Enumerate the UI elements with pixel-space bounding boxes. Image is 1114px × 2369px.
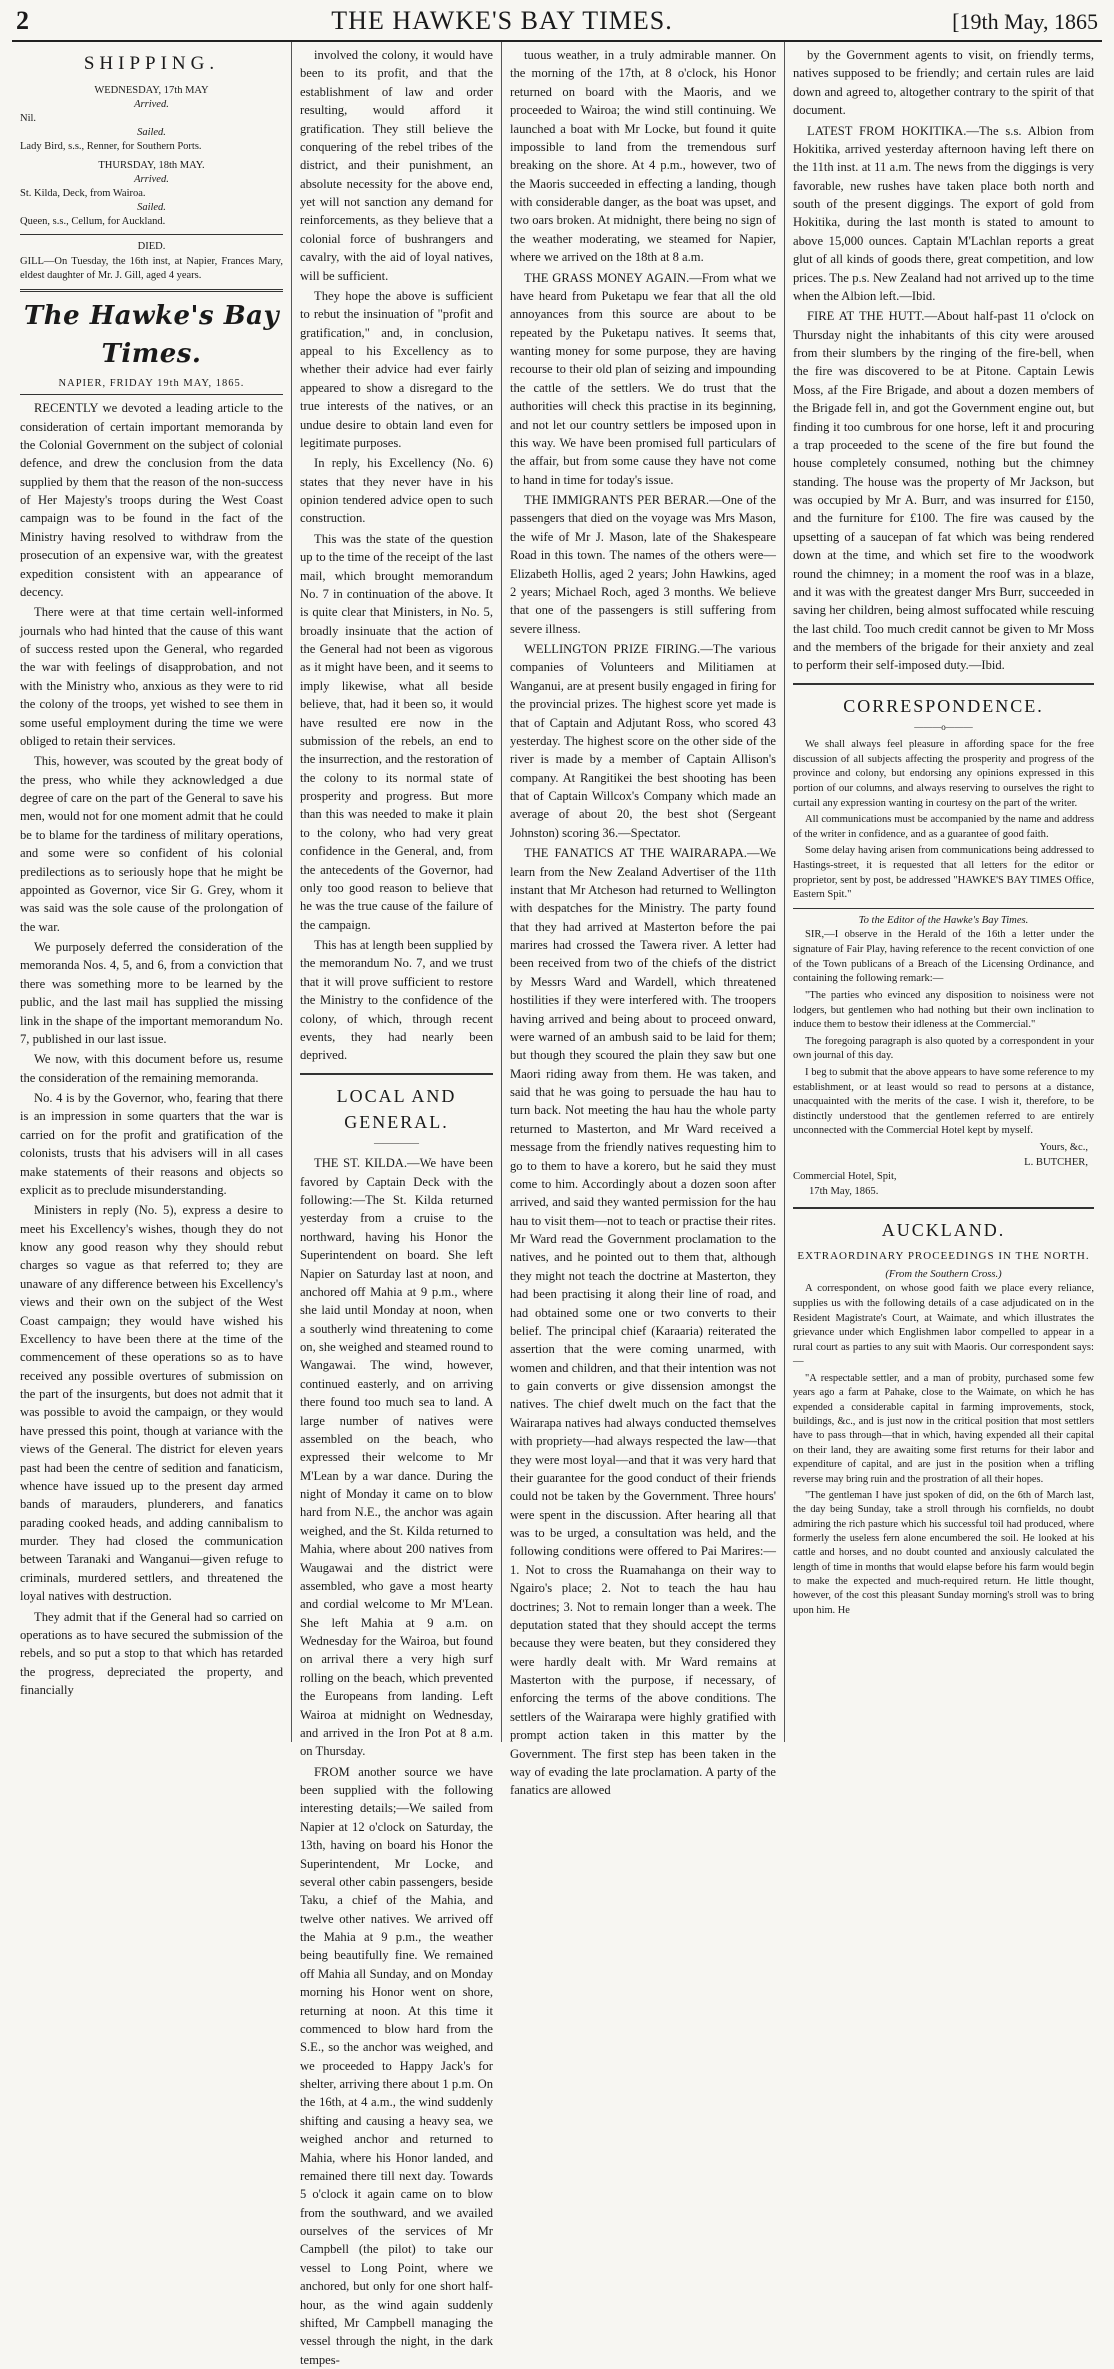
shipping-sailed-label: Sailed.	[137, 202, 166, 214]
article-source: (From the Southern Cross.)	[885, 1268, 1002, 1280]
shipping-list	[20, 84, 283, 283]
leader-paragraph: We purposely deferred the consideration of the memoranda Nos. 4, 5, and 6, from a conviction that there was something more to be learned by the public, and the last mail has supplied the missing link in the shape of the important memorandum No. 7, published in our last issue.	[20, 940, 283, 1046]
letter-closing: Yours, &c.,	[1039, 1141, 1088, 1153]
leader-paragraph: This has at length been supplied by the memorandum No. 7, and we trust that it will prove sufficient to restore the Ministry to the confidence of the colony, of which, through recent events, they had nearly been deprived.	[300, 938, 493, 1063]
shipping-arrived-label: Arrived.	[134, 173, 169, 185]
news-item: FROM another source we have been supplied with the following interesting details;—We sailed from Napier at 12 o'clock on Saturday, the 13th, having on board his Honor the Superintendent, Mr Locke, and several other cabin passengers, beside Taku, a chief of the Mahia, and twelve other natives. We arrived off the Mahia at 9 p.m., the weather being beautifully fine. We remained off Mahia all Sunday, and on Monday morning his Honor went on shore, returning at noon. At this time it commenced to blow hard from the S.E., so the anchor was weighed, and we proceeded to Happy Jack's for shelter, arriving there about 1 p.m. On the 16th, at 4 a.m., the wind suddenly shifting and causing a heavy sea, we weighed anchor and returned to Mahia, where his Honor landed, and remained there till next day. Towards 5 o'clock it again came on to blow from the southward, and we availed ourselves of the services of Mr Campbell (the pilot) to take our vessel to Long Point, where we anchored, but only for one short half-hour, as the wind again suddenly shifted, Mr Campbell managing the vessel through the night, in the dark tempes-	[300, 1764, 493, 2367]
divider: ———o———	[914, 722, 973, 733]
editorial-notice: Some delay having arisen from communications being addressed to Hastings-street, it is requested that all letters for the editor or proprietor, sent by post, be addressed "HAWKE'S BAY TIMES Office, Eastern Spit."	[793, 845, 1094, 901]
died-label: DIED.	[137, 241, 166, 253]
shipping-day: THURSDAY, 18th MAY.	[98, 159, 205, 171]
news-item: LATEST FROM HOKITIKA.—The s.s. Albion from Hokitika, arrived yesterday afternoon having left there on the 11th inst. at 11 a.m. The news from the diggings is very favorable, new rushes have taken place both north and south of the present diggings. The export of gold from Hokitika, during the last month is stated to amount to above 15,000 ounces. Captain M'Lachlan reports a great glut of all kinds of goods there, great competition, and low prices. The p.s. New Zealand had not arrived up to the time when the Albion left.—Ibid.	[793, 123, 1094, 303]
news-item: FIRE AT THE HUTT.—About half-past 11 o'clock on Thursday night the inhabitants of this city were aroused from their slumbers by the ringing of the fire-bell, when the fire was discovered to be at Pitone. Captain Lewis Moss, af the Fire Brigade, and about a dozen members of the Brigade fell in, and got the Government engine out, but finding it too cumbrous for one horse, left it and procuring a trap proceeded to the scene of the fire but found the house completely consumed, nothing but the chimney standing. The house was the property of Mr Jackson, but was occupied by Mr A. Burr, and was insurred for £150, and the furniture for £100. The fire was caused by the upsetting of a saucepan of fat which was being rendered down at the time, and which set fire to the woodwork round the chimney; in a moment the roof was in a blaze, and it was with the greatest danger Mrs Burr, succeeded in saving her children, being almost suffocated while rescuing the last child. Too much credit cannot be given to Mr Moss and the members of the brigade for their anxiety and zeal to perform their self-imposed duty.—Ibid.	[793, 309, 1094, 673]
leader-paragraph: In reply, his Excellency (No. 6) states that they never have in his opinion tendered advice open to such construction.	[300, 456, 493, 526]
letter	[793, 914, 1094, 1200]
shipping-sailed-label: Sailed.	[137, 127, 166, 139]
shipping-day: WEDNESDAY, 17th MAY	[94, 84, 209, 96]
divider: —————	[374, 1138, 419, 1149]
letter-addressee: To the Editor of the Hawke's Bay Times.	[858, 914, 1029, 926]
letter-address: Commercial Hotel, Spit,	[793, 1171, 897, 1183]
correspondence-heading: CORRESPONDENCE.	[793, 683, 1094, 719]
divider	[20, 234, 283, 235]
column-2	[292, 42, 502, 2367]
news-item: THE IMMIGRANTS PER BERAR.—One of the passengers that died on the voyage was Mrs Mason, the wife of Mr J. Mason, late of the Shakespeare Road in this town. The names of the others were—Elizabeth Hollis, aged 2 years; John Hawkins, aged 2 years; Michael Roch, aged 3 months. We believe that one of the passengers is still suffering from severe illness.	[510, 493, 776, 636]
local-and-general-heading: LOCAL AND GENERAL.	[300, 1073, 493, 1136]
letter-signature: L. BUTCHER,	[1024, 1156, 1088, 1168]
news-item: THE FANATICS AT THE WAIRARAPA.—We learn from the New Zealand Advertiser of the 11th instant that Mr Atcheson had returned to Wellington with despatches for the Ministry. The party found that they had arrived at Masterton before the pai marires had crossed the Tawera river. A letter had been received from two of the chiefs of the district by Messrs Ward and Wardell, which threatened hostilities if they were interfered with. The troopers having arrived and being about to proceed onward, were warned of an ambush said to be laid for them; but though they scoured the plain they saw but one Maori riding away from them. He was taken, and said that he was going to persuade the hau hau to turn back. Not meeting the hau hau the whole party returned to Masterton, and Mr Ward received a message from the friendly natives requesting him to go to them to have a korero, but he said they must come to him. Accordingly about a dozen soon after arrived, and said they wanted permission for the hau hau to visit them—not to teach or practise their rites. Mr Ward read the Government proclamation to the natives, and he pointed out to them that, although they might not teach the doctrine at Masterton, they had been practising it along their line of road, and had obtained some one or two converts to their belief. The principal chief (Karaaria) reiterated the assertion that the were coming unarmed, with women and children, and that their intention was not to gain converts or give dissension amongst the natives. The chief dwelt much on the fact that the Wairarapa natives had always conducted themselves with propriety—had always respected the law—that they were most loyal—and that it was very hard that their guarantee for the good conduct of their friends could not be taken by the Government. Three hours' were spent in the discussion. After hearing all that was to be urged, a consultation was held, and the following conditions were offered to Pai Marires:—1. Not to cross the Ruamahanga on their way to Ngairo's place; 2. Not to teach the hau hau doctrines; 3. Not to remain longer than a week. The deputation stated that they should accept the terms because they were beaten, but they considered they were hardly dealt with. Mr Ward remains at Masterton with the purpose, if necessary, of enforcing the terms of the above conditions. The settlers of the Wairarapa were highly gratified with prompt action taken in this matter by the Government. The first step has been taken in the way of evading the late proclamation. A party of the fanatics are allowed	[510, 846, 776, 1798]
column-3	[502, 42, 785, 1798]
news-item: tuous weather, in a truly admirable manner. On the morning of the 17th, at 8 o'clock, his Honor returned on board with the Maoris, and we proceeded to Wairoa; the wind still continuing. We launched a boat with Mr Locke, but found it quite impossible to land from the tremendous surf breaking on the shore. At 4 p.m., however, two of the Maoris succeeded in effecting a landing, though with considerable danger, as the boat was upset, and two oars broken. At midnight, there being no sign of the weather moderating, we steamed for Napier, where we arrived on the 18th at 8 a.m.	[510, 48, 776, 265]
leader-paragraph: RECENTLY we devoted a leading article to the consideration of certain important memoranda by the Colonial Government on the subject of colonial defence, and drew the conclusion from the data supplied by them that the reason of the non-success of Her Majesty's troops during the West Coast campaign was to be found in the fact of the Ministry having resolved to withdraw from the prosecution of an expensive war, with the greatest expedition consistent with an appearance of decency.	[20, 401, 283, 599]
auckland-subheading: EXTRAORDINARY PROCEEDINGS IN THE NORTH.	[797, 1249, 1090, 1262]
shipping-entry: St. Kilda, Deck, from Wairoa.	[20, 187, 146, 199]
shipping-entry: Nil.	[20, 113, 37, 125]
issue-date: [19th May, 1865	[952, 9, 1098, 34]
leader-paragraph: There were at that time certain well-informed journals who had hinted that the cause of this want of success rested upon the General, who regarded the war with feelings of disapprobation, and not with the Ministry who, anxious as they were to rid the colony of the troops, yet wished to see them in some useful employment during the time we were obliged to retain their services.	[20, 605, 283, 748]
shipping-entry: Lady Bird, s.s., Renner, for Southern Ports.	[20, 141, 202, 153]
auckland-article	[793, 1282, 1094, 1370]
shipping-entry: Queen, s.s., Cellum, for Auckland.	[20, 216, 166, 228]
leader-paragraph: No. 4 is by the Governor, who, fearing that there is an impression in some quarters that the war is carried on for the profit and gratification of the colonists, trusts that his advisers will in all cases make statements of their reasons and objects so explicit as to preclude misunderstanding.	[20, 1091, 283, 1197]
quote-paragraph: "A respectable settler, and a man of probity, purchased some few years ago a farm at Pahake, close to the Waimate, on which he has expended a considerable capital in farming improvements, stock, buildings, &c., and is just now in the critical position that most settlers have to pass through—that in which, having expended all their capital on their land, they are awaiting some first returns for their labor and expenditure of capital, and are just in the position when a trifling reverse may bring ruin and the prostration of all their hopes.	[793, 1373, 1094, 1485]
quote-paragraph: "The gentleman I have just spoken of did, on the 6th of March last, the day being Sunday, take a stroll through his cornfields, no doubt admiring the rich pasture which his successful toil had produced, where formerly the useless fern alone encumbered the soil. He looked at his cattle and horses, and no doubt counted and anxiously calculated the length of time in months that would elapse before his farm would begin to make the expected and much-required return. He little thought, however, of the cost this pleasant Sunday morning's stroll was to bring upon him. He	[793, 1489, 1094, 1616]
editorial-notice: All communications must be accompanied by the name and address of the writer in confidence, and as a guarantee of good faith.	[793, 814, 1094, 840]
editorial-notice: We shall always feel pleasure in affording space for the free discussion of all subjects affecting the prosperity and progress of the province and colony, but endorsing any opinions expressed in this portion of our columns, and always reserving to ourselves the right to curtail any expression wanting in courtesy on the part of the writer.	[793, 739, 1094, 809]
leader-paragraph: involved the colony, it would have been to its profit, and that the establishment of law and order resulting, would afford it gratification. They still believe the conquering of the rebel tribes of the district, and their punishment, an absolute necessity for the above end, yet will not sanction any demand for reinforcements, as they believe that a colonial force of bushrangers and cavalry, with the aid of loyal natives, will be sufficient.	[300, 48, 493, 283]
shipping-arrived-label: Arrived.	[134, 98, 169, 110]
paper-title: The Hawke's Bay Times.	[23, 300, 280, 369]
newspaper-running-title: THE HAWKE'S BAY TIMES.	[331, 6, 673, 35]
column-4	[785, 42, 1102, 1742]
masthead	[12, 6, 1102, 42]
divider	[20, 289, 283, 292]
correspondence-notices	[793, 738, 1094, 903]
leader-paragraph: Ministers in reply (No. 5), express a desire to meet his Excellency's wishes, though they do not know any good reason why they should rebut charges so vague as that referred to; they are unaware of any difference between his Excellency's views and their own on the subject of the West Coast campaign; they would have wished his Excellency to have been there at the time of the commencement of these operations so as to have received any possible overtures of submission on the part of the insurgents, but does not admit that it was possible to avoid the campaign, or they would have pressed this point, though at variance with the views of the General. The district for eleven years past had been the centre of sedition and fanaticism, whence have issued up to the present day armed bands of marauders, plunderers, and fanatics parading cooked heads, and adding cannibalism to murder. They had closed the communication between Taranaki and Wanganui—given refuge to criminals, murdered settlers, and threatened the loyal natives with destruction.	[20, 1203, 283, 1604]
letter-date: 17th May, 1865.	[809, 1185, 879, 1197]
news-item: THE GRASS MONEY AGAIN.—From what we have heard from Puketapu we fear that all the old annoyances from this source are about to be repeated by the Puketapu natives. It seems that, wanting money for some purpose, they are having recourse to their old plan of seizing and impounding the cattle of the settlers. We do trust that the authorities will check this practise in its beginning, and not let our country settlers be imposed upon in this way. We have been promised full particulars of the affair, but from some cause they have not come to hand in time for today's issue.	[510, 270, 776, 487]
auckland-quote	[793, 1372, 1094, 1618]
page-number: 2	[16, 6, 29, 35]
columns	[12, 42, 1102, 2367]
leader-article	[20, 399, 283, 1699]
news-item: THE ST. KILDA.—We have been favored by Captain Deck with the following:—The St. Kilda returned yesterday from a cruise to the northward, having his Honor the Superintendent on board. She left Napier on Saturday last at noon, and anchored off Mahia at 9 p.m., where she laid until Monday at noon, when a southerly wind threatening to come on, she weighed and steamed round to Wangawai. The wind, however, continued easterly, and on arriving there found too much sea to land. A large number of natives were assembled on the beach, who expressed their welcome to Mr M'Lean by a war dance. During the night of Monday it came on to blow hard from N.E., the anchor was again weighed, and the St. Kilda returned to Mahia, where about 200 natives from Waugawai and the district were assembled, who gave a most hearty and cordial welcome to Mr M'Lean. She left Mahia at 9 a.m. on Wednesday for the Wairoa, but found on arrival there a very high surf rolling on the beach, which prevented the Europeans from landing. Left Wairoa at midnight on Wednesday, and arrived in the Iron Pot at 8 a.m. on Thursday.	[300, 1156, 493, 1759]
leader-paragraph: This, however, was scouted by the great body of the press, who while they acknowledged a due degree of care on the part of the General to save his men, would not for one moment admit that he could be to blame for the tardiness of military operations, and some were so confident of his colonial predilections as to seriously hope that he might be appointed as Governor, vice Sir G. Grey, whom it was said was the sole cause of the prolongation of the war.	[20, 754, 283, 934]
letter-paragraph: I beg to submit that the above appears to have some reference to my establishment, or at least would so read to persons at a distance, unacquainted with the merits of the case. I wish it, therefore, to be distinctly understood that the gentlemen referred to are entirely unconnected with the Commercial Hotel kept by myself.	[793, 1066, 1094, 1137]
death-notice: GILL—On Tuesday, the 16th inst, at Napier, Frances Mary, eldest daughter of Mr. J. Gill, aged 4 years.	[20, 255, 283, 281]
auckland-heading: AUCKLAND.	[793, 1207, 1094, 1243]
letter-paragraph: SIR,—I observe in the Herald of the 16th a letter under the signature of Fair Play, having reference to the recent conviction of one of the Town publicans of a Breach of the Licensing Ordinance, and containing the following remark:—	[793, 929, 1094, 985]
news-item: WELLINGTON PRIZE FIRING.—The various companies of Volunteers and Militiamen at Wanganui, are at present busily engaged in firing for the provincial prizes. The highest score yet made is that of Captain and Adjutant Ross, who scored 43 yesterday. The highest score on the other side of the river is made by a member of Captain Allison's company. At Rangitikei the best shooting has been that of Captain Willcox's Company which made an average of about 20, the best shot (Sergeant Johnston) scoring 36.—Spectator.	[510, 642, 776, 840]
divider	[793, 908, 1094, 909]
column-1	[12, 42, 292, 1742]
leader-paragraph: They admit that if the General had so carried on operations as to have secured the submission of the rebels, and so put a stop to that which has retarded the progress, depreciated the property, and financially	[20, 1609, 283, 1698]
letter-paragraph: "The parties who evinced any disposition to noisiness were not lodgers, but gentlemen who had nothing but their own inclination to induce them to bestow their idleness at the Commercial."	[793, 989, 1094, 1031]
article-intro: A correspondent, on whose good faith we place every reliance, supplies us with the following details of a case adjudicated on in the Resident Magistrate's Court, at Waimate, and which illustrates the grievance under which Englishmen labor compelled to appear in a rural court as parties to any suit with Maoris. Our correspondent says:—	[793, 1283, 1094, 1368]
leader-paragraph: We now, with this document before us, resume the consideration of the remaining memoranda.	[20, 1052, 283, 1085]
leader-paragraph: They hope the above is sufficient to rebut the insinuation of "profit and gratification," and, in conclusion, appeal to his Excellency as to whether their advice had ever fairly appeared to show a disregard to the true interests of the natives, or an undue desire to obtain land even for legitimate purposes.	[300, 288, 493, 450]
letter-paragraph: The foregoing paragraph is also quoted by a correspondent in your own journal of this day.	[793, 1035, 1094, 1062]
dateline: NAPIER, FRIDAY 19th MAY, 1865.	[20, 376, 283, 395]
shipping-heading: SHIPPING.	[83, 53, 220, 74]
news-item: by the Government agents to visit, on friendly terms, natives supposed to be friendly; and certain rules are laid down and agreed to, altogether contrary to the spirit of that document.	[793, 48, 1094, 118]
leader-paragraph: This was the state of the question up to the time of the receipt of the last mail, which brought memorandum No. 7 in continuation of the above. It is quite clear that Ministers, in No. 5, broadly insinuate that the action of the General had not been as vigorous as it might have been, and it seems to imply likewise, what all beside believe, that, had it been so, it would have resulted ere now in the submission of the rebels, an end to the insurrection, and the restoration of the colony to its normal state of prosperity and progress. But more than this was needed to make it plain to the colony, who had very great confidence in the General, and, from the antecedents of the Governor, had only too good reason to believe that he was the true cause of the failure of the campaign.	[300, 531, 493, 932]
